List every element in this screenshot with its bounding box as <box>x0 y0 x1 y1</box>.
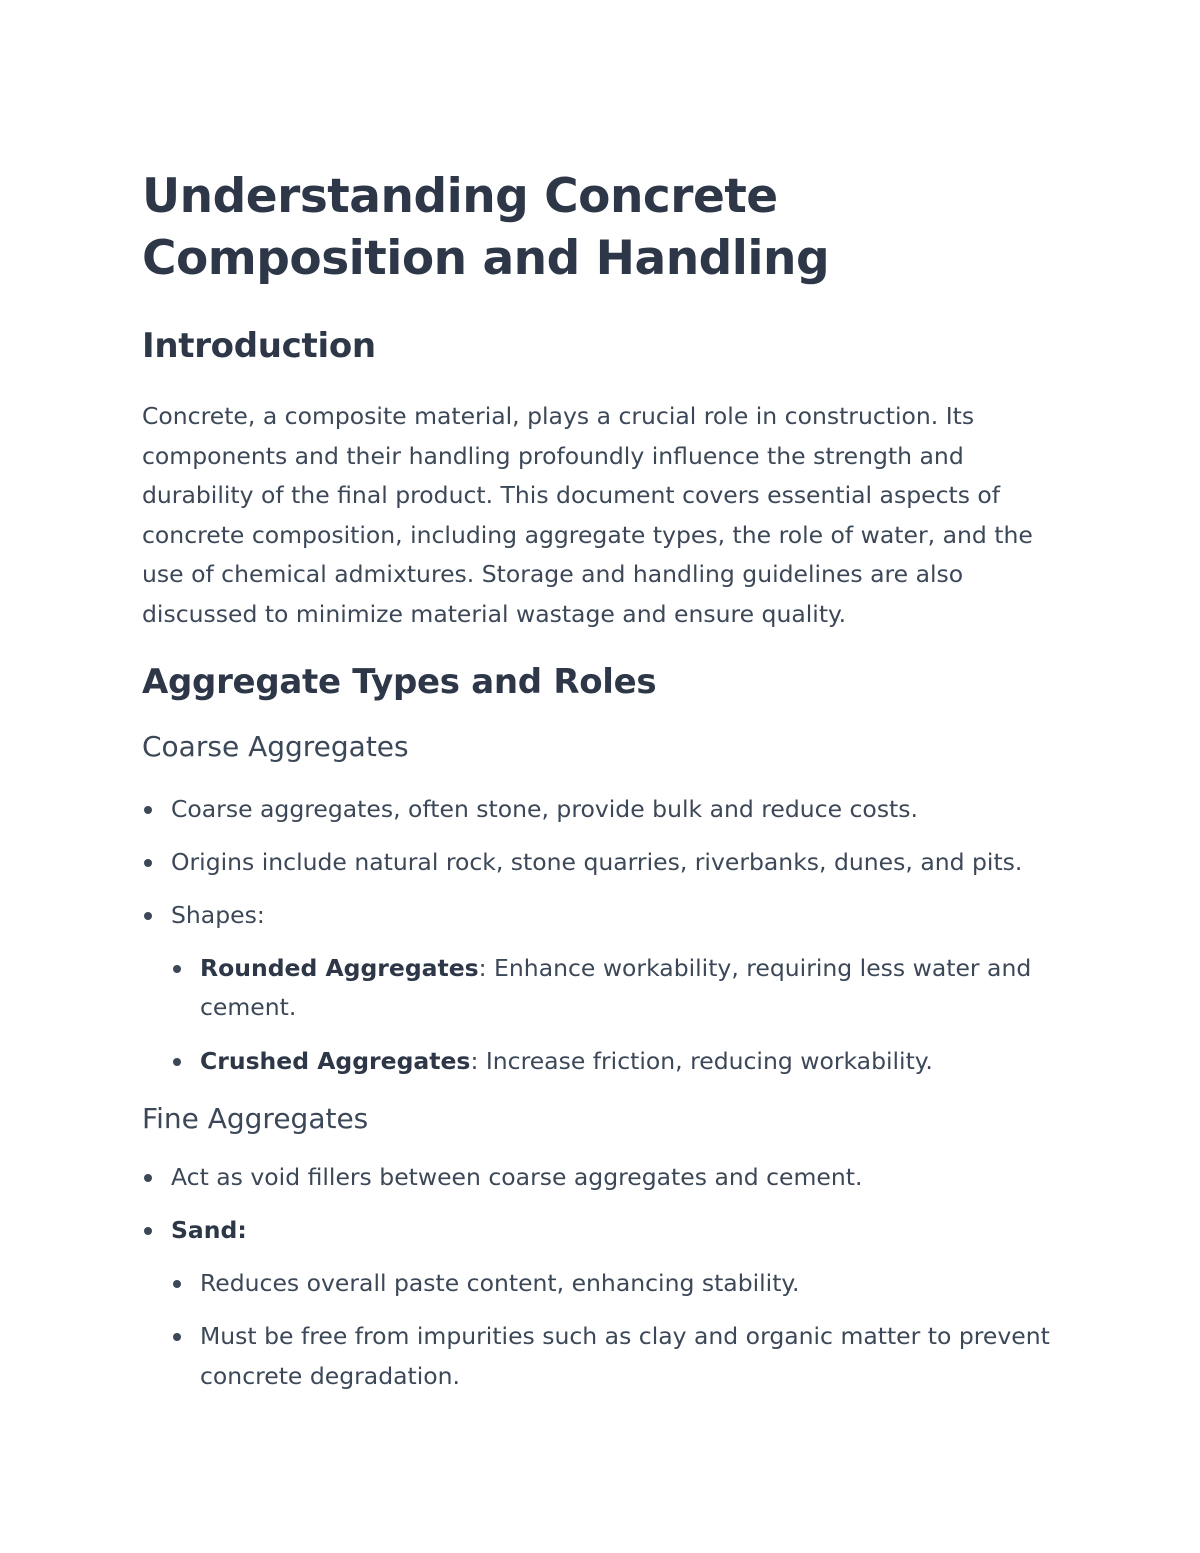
aggregate-shapes-list <box>171 949 1072 1081</box>
aggregate-types-heading: Aggregate Types and Roles <box>142 661 657 702</box>
list-item <box>142 843 1072 883</box>
bullet-icon <box>144 859 152 867</box>
list-item <box>142 790 1072 830</box>
sand-label: Sand: <box>171 1216 247 1245</box>
coarse-aggregates-list <box>142 790 1072 936</box>
document-title: Understanding Concrete Composition and Handling <box>142 169 830 286</box>
bullet-icon <box>144 1174 152 1182</box>
introduction-heading: Introduction <box>142 326 376 366</box>
list-item-text: Must be free from impurities such as clay and organic matter to prevent concrete degradation. <box>200 1322 1050 1390</box>
list-item-text: Reduces overall paste content, enhancing stability. <box>200 1269 800 1298</box>
bullet-icon <box>173 1333 181 1341</box>
bullet-icon <box>144 1227 152 1235</box>
bullet-icon <box>173 1058 181 1066</box>
list-item <box>142 896 1072 936</box>
sand-properties-list <box>171 1264 1072 1396</box>
introduction-paragraph: Concrete, a composite material, plays a crucial role in construction. Its components and their handling profoundly influence the strength and durability of the final product. This document covers essential aspects of concrete composition, including aggregate types, the role of water, and the use of chemical admixtures. Storage and handling guidelines are also discussed to minimize material wastage and ensure quality. <box>142 402 1033 628</box>
coarse-aggregates-heading: Coarse Aggregates <box>142 729 409 763</box>
list-item-text: Coarse aggregates, often stone, provide bulk and reduce costs. <box>171 794 918 823</box>
list-item-text: Shapes: <box>171 900 265 929</box>
bullet-icon <box>144 806 152 814</box>
shape-term: Crushed Aggregates <box>200 1046 471 1075</box>
shape-description: : Enhance workability, requiring less water and cement. <box>200 953 1032 1022</box>
bullet-icon <box>144 912 152 920</box>
list-item <box>171 1264 1072 1304</box>
shape-description: : Increase friction, reducing workability. <box>470 1046 933 1075</box>
list-item-text: Origins include natural rock, stone quarries, riverbanks, dunes, and pits. <box>171 847 1023 876</box>
list-item <box>171 949 1072 1028</box>
bullet-icon <box>173 965 181 973</box>
shape-term: Rounded Aggregates <box>200 953 479 982</box>
list-item <box>171 1317 1072 1396</box>
list-item <box>171 1042 1072 1082</box>
fine-aggregates-list <box>142 1158 1072 1251</box>
list-item <box>142 1211 1072 1251</box>
document-page <box>142 166 1072 1397</box>
fine-aggregates-heading: Fine Aggregates <box>142 1102 369 1136</box>
list-item-text: Act as void fillers between coarse aggregates and cement. <box>171 1163 863 1192</box>
bullet-icon <box>173 1280 181 1288</box>
list-item <box>142 1158 1072 1198</box>
